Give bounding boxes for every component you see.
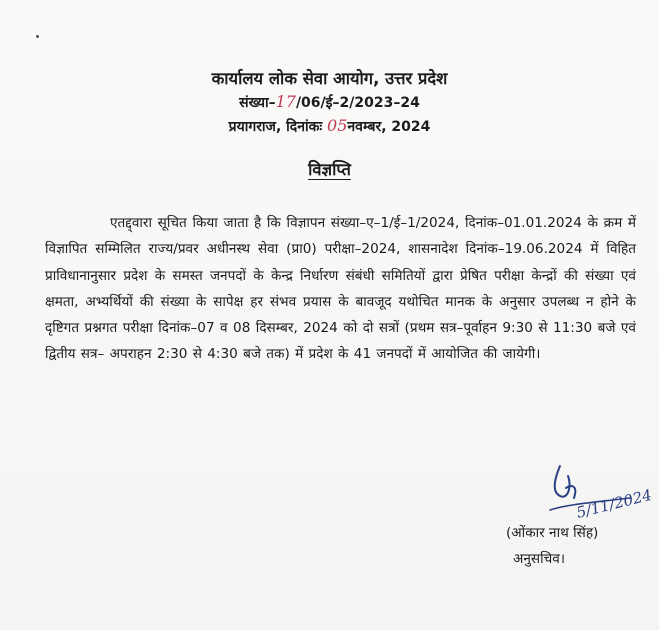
office-heading: कार्यालय लोक सेवा आयोग, उत्तर प्रदेश xyxy=(211,69,448,88)
signatory-designation: अनुसचिव। xyxy=(513,551,565,567)
signatory-name: (ओंकार नाथ सिंह) xyxy=(506,525,599,541)
scan-speck xyxy=(36,35,39,38)
notice-body: एतद्द्वारा सूचित किया जाता है कि विज्ञापन संख्या–ए–1/ई–1/2024, दिनांक–01.01.2024 के क्रम में विज्ञापित सम्मिलित राज्य/प्रवर अधीनस्थ सेवा (प्रा0) परीक्षा–2024, शासनादेश दिनांक–19.06.2024 में विहित प्राविधानानुसार प्रदेश के समस्त जनपदों के केन्द्र निर्धारण संबंधी समितियों द्वारा प्रेषित परीक्षा केन्द्रों की संख्या एवं क्षमता, अभ्यर्थियों की संख्या के सापेक्ष हर संभव प्रयास के बावजूद यथोचित मानक के अनुसार उपलब्ध न होने के दृष्टिगत प्रश्नगत परीक्षा दिनांक–07 व 08 दिसम्बर, 2024 को दो सत्रों (प्रथम सत्र–पूर्वाहन 9:30 से 11:30 बजे एवं द्वितीय सत्र– अपराहन 2:30 से 4:30 बजे तक) में प्रदेश के 41 जनपदों में आयोजित की जायेगी। xyxy=(45,215,636,363)
handwritten-signature-date: 5/11/2024 xyxy=(574,485,654,522)
place-suffix: नवम्बर, 2024 xyxy=(347,119,431,135)
reference-suffix: /06/ई–2/2023–24 xyxy=(295,95,420,111)
reference-number xyxy=(0,92,659,112)
reference-handwritten-number: 17 xyxy=(275,92,296,111)
place-prefix: प्रयागराज, दिनांकः xyxy=(228,119,323,135)
notice-title xyxy=(0,157,659,180)
place-and-date xyxy=(0,116,659,136)
handwritten-day: 05 xyxy=(327,116,348,135)
notice-title-text: विज्ञप्ति xyxy=(308,160,351,179)
reference-prefix: संख्या– xyxy=(239,95,276,111)
